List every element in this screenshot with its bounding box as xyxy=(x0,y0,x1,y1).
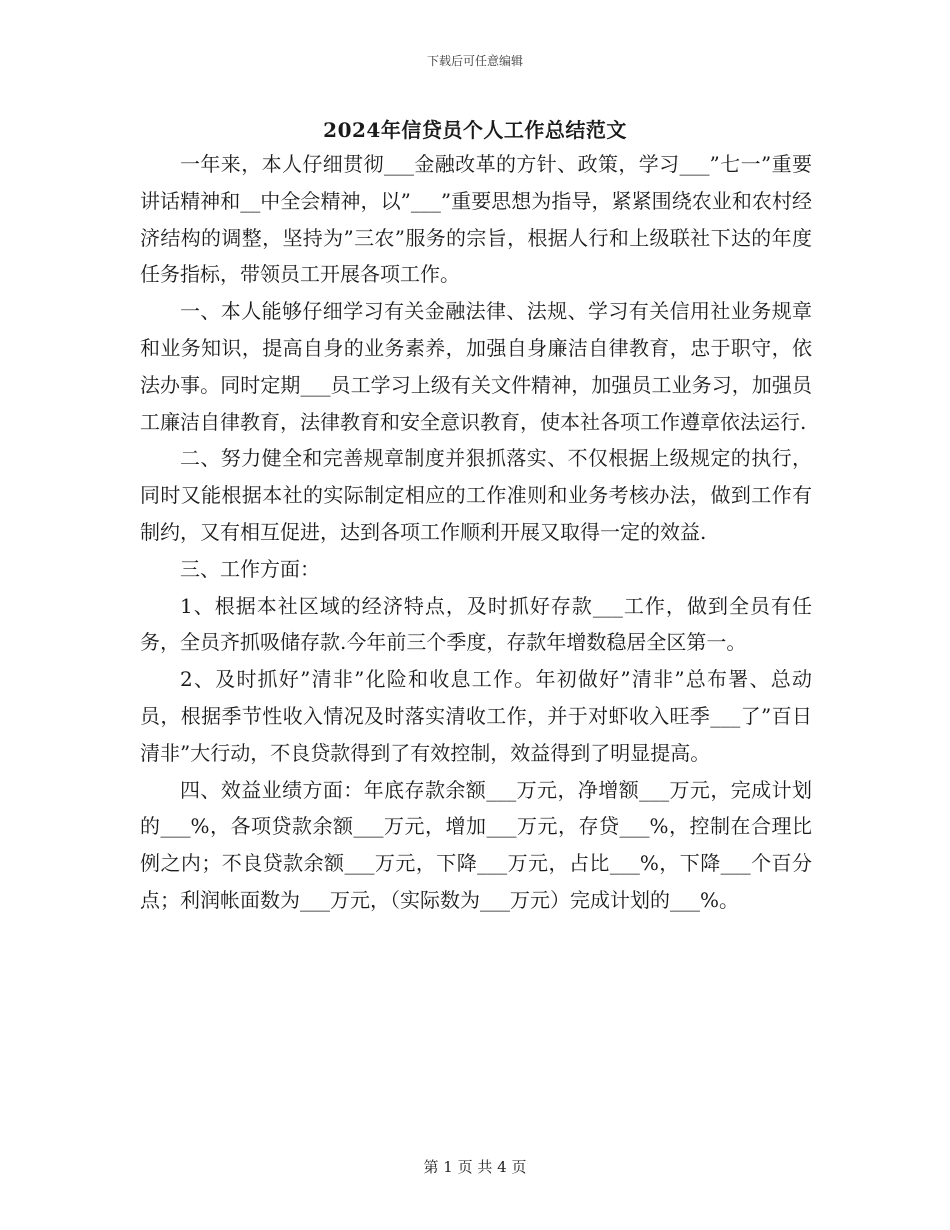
paragraph-section-1: 一、本人能够仔细学习有关金融法律、法规、学习有关信用社业务规章和业务知识，提高自身的业务素养，加强自身廉洁自律教育，忠于职守，依法办事。同时定期___员工学习上级有关文件精神，加强员工业务习，加强员工廉洁自律教育，法律教育和安全意识教育，使本社各项工作遵章依法运行. xyxy=(140,299,812,434)
page-header-note: 下载后可任意编辑 xyxy=(426,54,523,68)
paragraph-section-2: 二、努力健全和完善规章制度并狠抓落实、不仅根据上级规定的执行，同时又能根据本社的实际制定相应的工作准则和业务考核办法，做到工作有制约，又有相互促进，达到各项工作顺利开展又取得一定的效益. xyxy=(140,446,812,544)
paragraph-item-2: 2、及时抓好”清非”化险和收息工作。年初做好”清非”总布署、总动员，根据季节性收入情况及时落实清收工作，并于对虾收入旺季___了”百日清非”大行动，不良贷款得到了有效控制，效益得到了明显提高。 xyxy=(140,667,812,765)
paragraph-intro: 一年来，本人仔细贯彻___金融改革的方针、政策，学习___”七一”重要讲话精神和__中全会精神，以”___”重要思想为指导，紧紧围绕农业和农村经济结构的调整，坚持为”三农”服务的宗旨，根据人行和上级联社下达的年度任务指标，带领员工开展各项工作。 xyxy=(140,152,812,287)
paragraph-section-3-heading: 三、工作方面： xyxy=(180,556,320,581)
document-body xyxy=(140,146,812,919)
paragraph-item-1: 1、根据本社区域的经济特点，及时抓好存款___工作，做到全员有任务，全员齐抓吸储存款.今年前三个季度，存款年增数稳居全区第一。 xyxy=(140,593,812,655)
page-number: 第 1 页 共 4 页 xyxy=(423,1158,527,1176)
document-title: 2024年信贷员个人工作总结范文 xyxy=(323,118,627,142)
paragraph-section-4: 四、效益业绩方面：年底存款余额___万元，净增额___万元，完成计划的___%，各项贷款余额___万元，增加___万元，存贷___%，控制在合理比例之内；不良贷款余额___万元，下降___万元，占比___%，下降___个百分点；利润帐面数为___万元，（实际数为___万元）完成计划的___%。 xyxy=(140,777,812,912)
